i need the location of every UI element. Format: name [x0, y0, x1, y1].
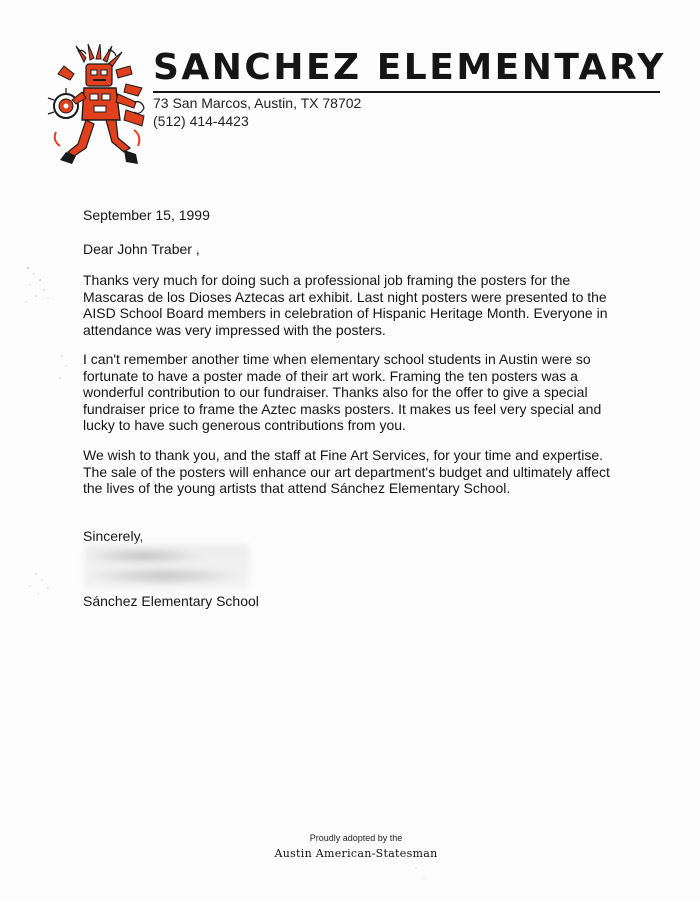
paragraph-line: lucky to have such generous contributions from you.: [83, 417, 406, 433]
paragraph-line: attendance was very impressed with the posters.: [83, 321, 386, 338]
footer-newspaper-logo: Austin American-Statesman: [274, 847, 438, 860]
letter-paragraph: [83, 447, 643, 497]
paragraph-line: fortunate to have a poster made of their art work. Framing the ten posters was a: [83, 367, 578, 384]
paragraph-line: Thanks very much for doing such a professional job framing the posters for the: [83, 272, 571, 288]
footer-adopted-line: Proudly adopted by the: [309, 833, 403, 843]
paragraph-line: fundraiser price to frame the Aztec masks posters. It makes us feel very special and: [83, 400, 602, 417]
letter-paragraph: [83, 351, 643, 434]
school-name: SANCHEZ ELEMENTARY: [153, 47, 666, 88]
paragraph-line: AISD School Board members in celebration of Hispanic Heritage Month. Everyone in: [83, 305, 608, 321]
paragraph-line: I can't remember another time when elementary school students in Austin were so: [83, 351, 591, 367]
letter-closing: Sincerely,: [83, 528, 144, 544]
letter-date: September 15, 1999: [83, 207, 210, 223]
paragraph-line: the lives of the young artists that attend Sánchez Elementary School.: [83, 480, 511, 496]
school-phone: (512) 414-4423: [153, 113, 249, 129]
paragraph-line: We wish to thank you, and the staff at Fine Art Services, for your time and expertise.: [83, 447, 604, 463]
letter-salutation: Dear John Traber ,: [83, 241, 200, 257]
signature-organization: Sánchez Elementary School: [83, 593, 259, 609]
paragraph-line: Mascaras de los Dioses Aztecas art exhibit. Last night posters were presented to the: [83, 288, 607, 305]
letter-paragraph: [83, 272, 643, 338]
redacted-signature: [84, 544, 250, 590]
school-address: 73 San Marcos, Austin, TX 78702: [153, 95, 362, 111]
paragraph-line: The sale of the posters will enhance our art department's budget and ultimately affect: [83, 463, 610, 480]
paragraph-line: wonderful contribution to our fundraiser. Thanks also for the offer to give a special: [83, 384, 588, 400]
